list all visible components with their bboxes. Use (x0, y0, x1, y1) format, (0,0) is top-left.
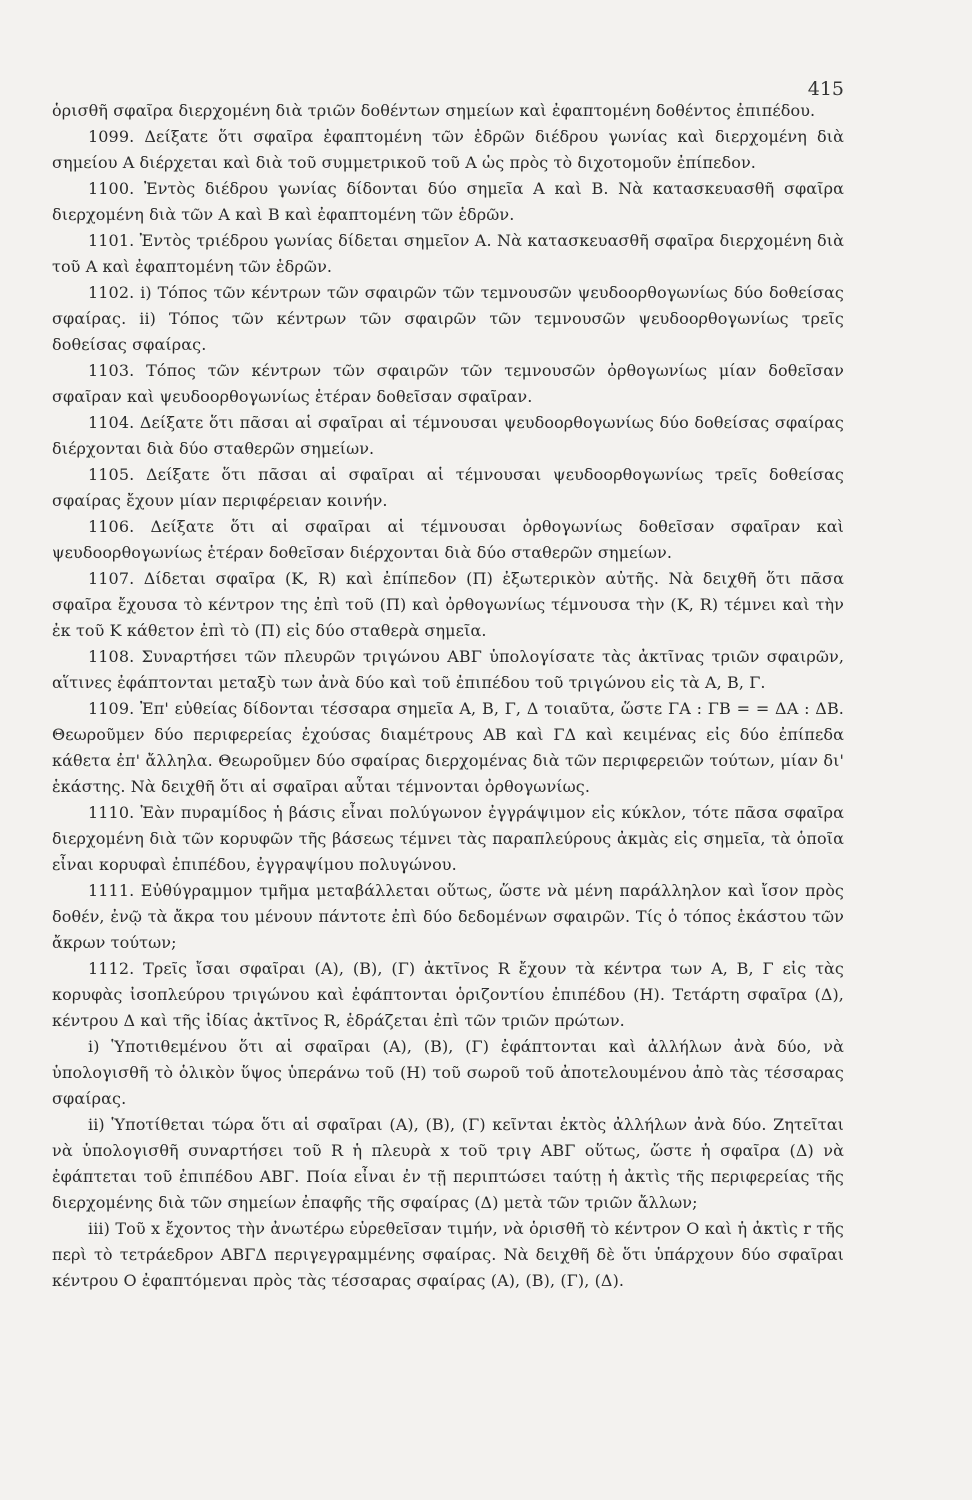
exercise-1103: 1103. Τόπος τῶν κέντρων τῶν σφαιρῶν τῶν τεμνουσῶν ὀρθογωνίως μίαν δοθεῖσαν σφαῖραν καὶ ψευδοορθογωνίως ἑτέραν δοθεῖσαν σφαῖραν. (52, 361, 844, 406)
page-number: 415 (807, 78, 844, 100)
page-body (52, 98, 844, 1294)
exercise-1112-part-iii: iii) Τοῦ x ἔχοντος τὴν ἀνωτέρω εὑρεθεῖσαν τιμήν, νὰ ὁρισθῆ τὸ κέντρον Ο καὶ ἡ ἀκτὶς r τῆς περὶ τὸ τετράεδρον ΑΒΓΔ περιγεγραμμένης σφαίρας. Νὰ δειχθῆ δὲ ὅτι ὑπάρχουν δύο σφαῖραι κέντρου Ο ἐφαπτόμεναι πρὸς τὰς τέσσαρας σφαίρας (Α), (Β), (Γ), (Δ). (52, 1219, 844, 1290)
exercise-1102: 1102. i) Τόπος τῶν κέντρων τῶν σφαιρῶν τῶν τεμνουσῶν ψευδοορθογωνίως δύο δοθείσας σφαίρας. ii) Τόπος τῶν κέντρων τῶν σφαιρῶν τῶν τεμνουσῶν ψευδοορθογωνίως τρεῖς δοθείσας σφαίρας. (52, 283, 844, 354)
exercise-1112-part-ii: ii) Ὑποτίθεται τώρα ὅτι αἱ σφαῖραι (Α), (Β), (Γ) κεῖνται ἐκτὸς ἀλλήλων ἀνὰ δύο. Ζητεῖται νὰ ὑπολογισθῆ συναρτήσει τοῦ R ἡ πλευρὰ x τοῦ τριγ ΑΒΓ οὕτως, ὥστε ἡ σφαῖρα (Δ) νὰ ἐφάπτεται τοῦ ἐπιπέδου ΑΒΓ. Ποία εἶναι ἐν τῇ περιπτώσει ταύτῃ ἡ ἀκτὶς τῆς περιφερείας τῆς διερχομένης διὰ τῶν σημείων ἐπαφῆς τῆς σφαίρας (Δ) μετὰ τῶν τριῶν ἄλλων; (52, 1115, 844, 1212)
exercise-1109: 1109. Ἐπ' εὐθείας δίδονται τέσσαρα σημεῖα Α, Β, Γ, Δ τοιαῦτα, ὥστε ΓΑ : ΓΒ = = ΔΑ : ΔΒ. Θεωροῦμεν δύο περιφερείας ἐχούσας διαμέτρους ΑΒ καὶ ΓΔ καὶ κειμένας εἰς δύο ἐπίπεδα κάθετα ἐπ' ἄλληλα. Θεωροῦμεν δύο σφαίρας διερχομένας διὰ τῶν περιφερειῶν τούτων, μίαν δι' ἑκάστης. Νὰ δειχθῆ ὅτι αἱ σφαῖραι αὗται τέμνονται ὀρθογωνίως. (52, 699, 844, 796)
exercise-1107: 1107. Δίδεται σφαῖρα (Κ, R) καὶ ἐπίπεδον (Π) ἐξωτερικὸν αὐτῆς. Νὰ δειχθῆ ὅτι πᾶσα σφαῖρα ἔχουσα τὸ κέντρον της ἐπὶ τοῦ (Π) καὶ ὀρθογωνίως τέμνουσα τὴν (Κ, R) τέμνει καὶ τὴν ἐκ τοῦ Κ κάθετον ἐπὶ τὸ (Π) εἰς δύο σταθερὰ σημεῖα. (52, 569, 844, 640)
exercise-1112: 1112. Τρεῖς ἴσαι σφαῖραι (Α), (Β), (Γ) ἀκτῖνος R ἔχουν τὰ κέντρα των Α, Β, Γ εἰς τὰς κορυφὰς ἰσοπλεύρου τριγώνου καὶ ἐφάπτονται ὁριζοντίου ἐπιπέδου (Η). Τετάρτη σφαῖρα (Δ), κέντρου Δ καὶ τῆς ἰδίας ἀκτῖνος R, ἑδράζεται ἐπὶ τῶν τριῶν πρώτων. (52, 959, 844, 1030)
paragraph-continuation: ὁρισθῆ σφαῖρα διερχομένη διὰ τριῶν δοθέντων σημείων καὶ ἐφαπτομένη δοθέντος ἐπιπέδου. (52, 101, 816, 120)
exercise-1100: 1100. Ἐντὸς διέδρου γωνίας δίδονται δύο σημεῖα Α καὶ Β. Νὰ κατασκευασθῆ σφαῖρα διερχομένη διὰ τῶν Α καὶ Β καὶ ἐφαπτομένη τῶν ἑδρῶν. (52, 179, 844, 224)
exercise-1108: 1108. Συναρτήσει τῶν πλευρῶν τριγώνου ΑΒΓ ὑπολογίσατε τὰς ἀκτῖνας τριῶν σφαιρῶν, αἵτινες ἐφάπτονται μεταξὺ των ἀνὰ δύο καὶ τοῦ ἐπιπέδου τοῦ τριγώνου εἰς τὰ Α, Β, Γ. (52, 647, 844, 692)
exercise-1111: 1111. Εὐθύγραμμον τμῆμα μεταβάλλεται οὕτως, ὥστε νὰ μένη παράλληλον καὶ ἴσον πρὸς δοθέν, ἐνῷ τὰ ἄκρα του μένουν πάντοτε ἐπὶ δύο δεδομένων σφαιρῶν. Τίς ὁ τόπος ἑκάστου τῶν ἄκρων τούτων; (52, 881, 844, 952)
exercise-1104: 1104. Δείξατε ὅτι πᾶσαι αἱ σφαῖραι αἱ τέμνουσαι ψευδοορθογωνίως δύο δοθείσας σφαίρας διέρχονται διὰ δύο σταθερῶν σημείων. (52, 413, 844, 458)
exercise-1099: 1099. Δείξατε ὅτι σφαῖρα ἐφαπτομένη τῶν ἑδρῶν διέδρου γωνίας καὶ διερχομένη διὰ σημείου Α διέρχεται καὶ διὰ τοῦ συμμετρικοῦ τοῦ Α ὡς πρὸς τὸ διχοτομοῦν ἐπίπεδον. (52, 127, 844, 172)
exercise-1105: 1105. Δείξατε ὅτι πᾶσαι αἱ σφαῖραι αἱ τέμνουσαι ψευδοορθογωνίως τρεῖς δοθείσας σφαίρας ἔχουν μίαν περιφέρειαν κοινήν. (52, 465, 844, 510)
exercise-1112-part-i: i) Ὑποτιθεμένου ὅτι αἱ σφαῖραι (Α), (Β), (Γ) ἐφάπτονται καὶ ἀλλήλων ἀνὰ δύο, νὰ ὑπολογισθῆ τὸ ὁλικὸν ὕψος ὑπεράνω τοῦ (Η) τοῦ σωροῦ τοῦ ἀποτελουμένου ἀπὸ τὰς τέσσαρας σφαίρας. (52, 1037, 844, 1108)
exercise-1110: 1110. Ἐὰν πυραμίδος ἡ βάσις εἶναι πολύγωνον ἐγγράψιμον εἰς κύκλον, τότε πᾶσα σφαῖρα διερχομένη διὰ τῶν κορυφῶν τῆς βάσεως τέμνει τὰς παραπλεύρους ἀκμὰς εἰς σημεῖα, τὰ ὁποῖα εἶναι κορυφαὶ ἐπιπέδου, ἐγγραψίμου πολυγώνου. (52, 803, 844, 874)
exercise-1101: 1101. Ἐντὸς τριέδρου γωνίας δίδεται σημεῖον Α. Νὰ κατασκευασθῆ σφαῖρα διερχομένη διὰ τοῦ Α καὶ ἐφαπτομένη τῶν ἑδρῶν. (52, 231, 844, 276)
exercise-1106: 1106. Δείξατε ὅτι αἱ σφαῖραι αἱ τέμνουσαι ὀρθογωνίως δοθεῖσαν σφαῖραν καὶ ψευδοορθογωνίως ἑτέραν δοθεῖσαν διέρχονται διὰ δύο σταθερῶν σημείων. (52, 517, 844, 562)
